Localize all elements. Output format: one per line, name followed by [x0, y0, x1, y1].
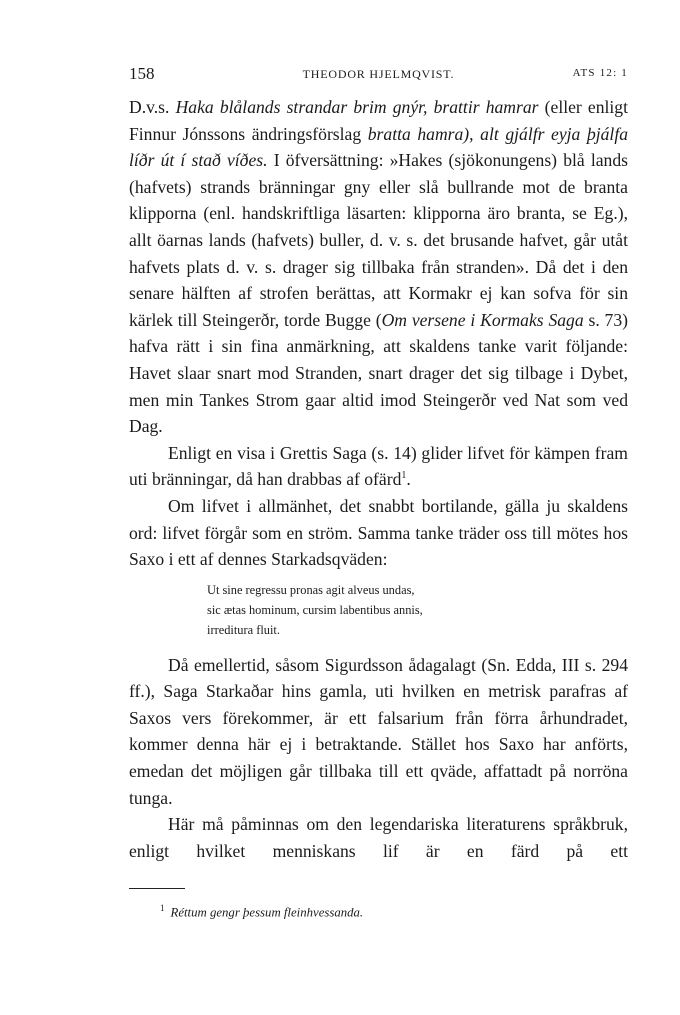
paragraph-2-text: Enligt en visa i Grettis Saga (s. 14) glider lifvet för kämpen fram uti bränningar, då han drabbas af ofärd [129, 442, 628, 490]
journal-signature: ATS 12: 1 [572, 67, 628, 79]
paragraph-1-mid: (eller enligt Finnur Jónssons ändringsförslag [129, 97, 628, 144]
paragraph-2 [129, 440, 628, 493]
paragraph-2-tail: . [406, 469, 411, 490]
footnote [160, 903, 363, 920]
latin-quote-line: sic ætas hominum, cursim labentibus annis, [207, 602, 423, 617]
latin-quote [207, 580, 628, 640]
paragraph-1 [129, 94, 628, 440]
paragraph-1-lead: D.v.s. [129, 97, 176, 117]
paragraph-3: Om lifvet i allmänhet, det snabbt bortilande, gälla ju skaldens ord: lifvet förgår som en ström. Samma tanke träder oss till mötes hos Saxo i ett af dennes Starkadsqväden: [129, 495, 628, 570]
footnote-text: Réttum gengr þessum fleinhvessanda. [170, 905, 364, 920]
footnote-reference: 1 [401, 470, 407, 482]
paragraph-4: Då emellertid, såsom Sigurdsson ådagalagt (Sn. Edda, III s. 294 ff.), Saga Starkaðar hins gamla, uti hvilken en metrisk parafras af Saxos vers förekommer, är ett falsarium från förra århundradet, kommer denna här ej i betraktande. Stället hos Saxo har anförts, emedan det möjligen går tillbaka till ett qväde, affattadt på norröna tunga. [129, 654, 628, 808]
paragraph-1-rest: I öfversättning: »Hakes (sjökonungens) blå lands (hafvets) strands bränningar gny eller slå bullrande mot de branta klipporna (enl. handskriftliga läsarten: klipporna äro branta, se Eg.), allt öarnas lands (hafvets) buller, d. v. s. det brusande hafvet, går utåt hafvets plats d. v. s. drager sig tillbaka från stranden». Då det i den senare hälften af strofen berättas, att Kormakr ej kan sofva för sin kärlek till Steingerðr, torde Bugge ( [129, 150, 628, 330]
verse-quote: Haka blålands strandar brim gnýr, brattir hamrar [175, 97, 539, 117]
footnote-rule [129, 888, 185, 889]
paragraph-1-end: s. 73) hafva rätt i sin fina anmärkning, att skaldens tanke varit följande: Havet slaar snart mod Stranden, snart drager det sig tilbage i Dybet, men min Tankes Strom gaar altid imod Steingerðr ved Nat som ved Dag. [129, 309, 628, 437]
footnote-mark: 1 [160, 903, 165, 913]
running-title: THEODOR HJELMQVIST. [302, 67, 455, 81]
paragraph-5: Här må påminnas om den legendariska literaturens språkbruk, enligt hvilket menniskans lif är en färd på ett [129, 814, 628, 861]
verse-quote-alt: bratta hamra), alt gjálfr eyja þjálfa líðr út í stað víðes. [129, 123, 628, 171]
page-body [129, 94, 628, 864]
latin-quote-line: irreditura fluit. [207, 622, 280, 637]
page-number: 158 [129, 64, 155, 83]
reference-title: Om versene i Kormaks Saga [381, 309, 584, 330]
latin-quote-line: Ut sine regressu pronas agit alveus undas, [207, 582, 415, 597]
running-header [129, 64, 628, 86]
